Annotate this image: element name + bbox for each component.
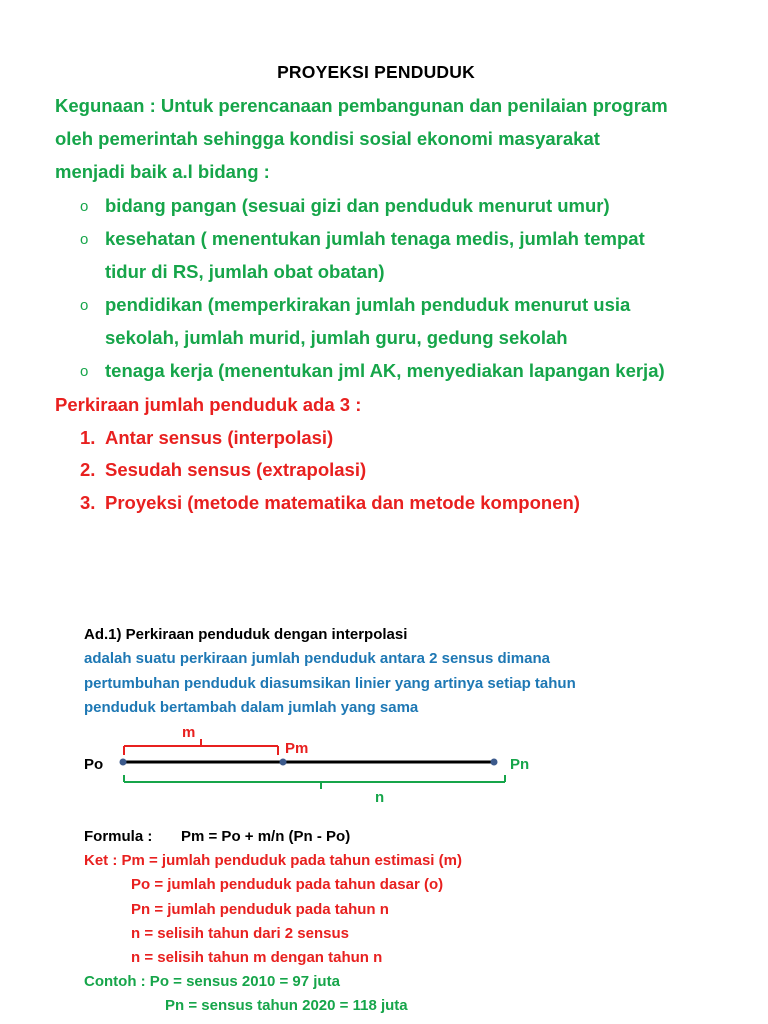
pn-point <box>491 759 498 766</box>
bullet-item-kesehatan-cont: tidur di RS, jumlah obat obatan) <box>105 261 385 282</box>
po-point <box>120 759 127 766</box>
section-desc-line-1: adalah suatu perkiraan jumlah penduduk antara 2 sensus dimana <box>84 650 550 667</box>
bullet-marker: o <box>80 198 89 215</box>
interpolation-diagram <box>0 715 768 815</box>
bullet-item-pendidikan-cont: sekolah, jumlah murid, jumlah guru, gedung sekolah <box>105 327 568 348</box>
estimate-item-extrapolasi: Sesudah sensus (extrapolasi) <box>105 459 367 480</box>
ket-line-2: Po = jumlah penduduk pada tahun dasar (o) <box>131 876 444 893</box>
po-label: Po <box>84 756 104 773</box>
estimate-number: 1. <box>80 427 96 448</box>
bullet-marker: o <box>80 297 89 314</box>
contoh-line-2: Pn = sensus tahun 2020 = 118 juta <box>165 997 408 1014</box>
section-desc-line-3: penduduk bertambah dalam jumlah yang sama <box>84 699 419 716</box>
page-title: PROYEKSI PENDUDUK <box>277 62 475 82</box>
bullet-item-pendidikan: pendidikan (memperkirakan jumlah penduduk menurut usia <box>105 294 631 315</box>
estimate-item-proyeksi: Proyeksi (metode matematika dan metode komponen) <box>105 492 580 513</box>
pm-point <box>280 759 287 766</box>
estimate-item-interpolasi: Antar sensus (interpolasi) <box>105 427 334 448</box>
n-label: n <box>375 789 385 806</box>
ket-line-5: n = selisih tahun m dengan tahun n <box>131 949 383 966</box>
bullet-marker: o <box>80 231 89 248</box>
estimates-heading: Perkiraan jumlah penduduk ada 3 : <box>55 394 362 415</box>
ket-line-3: Pn = jumlah penduduk pada tahun n <box>131 901 389 918</box>
estimate-number: 2. <box>80 459 96 480</box>
m-label: m <box>182 724 196 741</box>
contoh-line-1: Contoh : Po = sensus 2010 = 97 juta <box>84 973 340 990</box>
intro-line-1: Kegunaan : Untuk perencanaan pembangunan dan penilaian program <box>55 95 668 116</box>
estimate-number: 3. <box>80 492 96 513</box>
section-desc-line-2: pertumbuhan penduduk diasumsikan linier yang artinya setiap tahun <box>84 675 576 692</box>
m-bracket <box>124 739 278 755</box>
intro-line-3: menjadi baik a.l bidang : <box>55 161 270 182</box>
intro-line-2: oleh pemerintah sehingga kondisi sosial ekonomi masyarakat <box>55 128 600 149</box>
formula-label: Formula : <box>84 828 153 845</box>
pm-label: Pm <box>285 740 309 757</box>
bullet-item-tenaga-kerja: tenaga kerja (menentukan jml AK, menyediakan lapangan kerja) <box>105 360 665 381</box>
ket-line-1: Ket : Pm = jumlah penduduk pada tahun estimasi (m) <box>84 852 462 869</box>
bullet-marker: o <box>80 363 89 380</box>
pn-label: Pn <box>510 756 530 773</box>
formula-expression: Pm = Po + m/n (Pn - Po) <box>181 828 351 845</box>
ket-line-4: n = selisih tahun dari 2 sensus <box>131 925 349 942</box>
n-bracket <box>124 775 505 789</box>
bullet-item-pangan: bidang pangan (sesuai gizi dan penduduk menurut umur) <box>105 195 610 216</box>
bullet-item-kesehatan: kesehatan ( menentukan jumlah tenaga medis, jumlah tempat <box>105 228 645 249</box>
section-heading: Ad.1) Perkiraan penduduk dengan interpolasi <box>84 626 408 643</box>
